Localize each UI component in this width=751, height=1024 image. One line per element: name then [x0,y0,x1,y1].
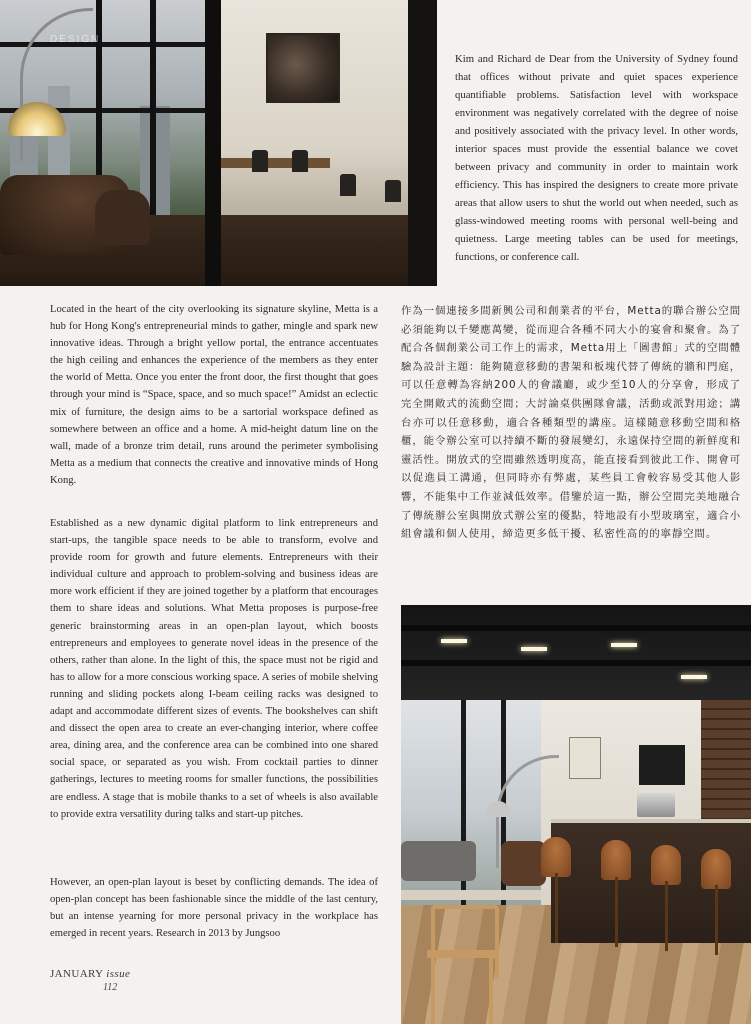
chair [385,180,401,202]
body-paragraph-1: Located in the heart of the city overlooking its signature skyline, Metta is a hub for Hong Kong's entrepreneurial minds to gather, mingle and spark new innovative ideas. Through a bright yellow portal, the entrance accentuates the high ceiling and enhances the experience of the members as they enter the world of Metta. Once you enter the front door, the first thought that goes through your mind is “Space, space, and so much space!” Amidst an eclectic mix of furniture, the design aims to be a sartorial workspace defined as somewhere between an office and a home. A mid-height datum line on the wall, made of a bronze trim detail, runs around the perimeter symbolising Metta as a medium that connects the creative and innovative minds of Hong Kong. [50,304,378,486]
body-paragraph-3: However, an open-plan layout is beset by conflicting demands. The idea of open-plan concept has been fashionable since the middle of the last century, but an intense yearning for more personal privacy in the workplace has emerged in recent years. Research in 2013 by Jungsoo [50,877,378,940]
wooden-chair-seat [427,950,497,958]
bar-stool-leg [715,885,718,955]
wall-screen [639,745,685,785]
bar-stool-leg [555,873,558,943]
window-frame [150,0,156,215]
wooden-chair-leg [431,958,435,1024]
issue-month: JANUARY [50,968,104,980]
coffee-machine [637,793,675,817]
leather-armchair [501,841,546,886]
ceiling-beam [401,625,751,631]
bar-stool [701,849,731,889]
wooden-chair-leg [489,958,493,1024]
issue-label [50,968,130,980]
ceiling-light [521,647,547,651]
ceiling-light [681,675,707,679]
ceiling-beam [401,660,751,666]
dining-table [401,890,541,900]
pillar [205,0,221,286]
ceiling-light [441,639,467,643]
issue-word: issue [106,968,131,980]
meeting-table [215,158,330,168]
wall-artwork [266,33,340,103]
bar-stool [601,840,631,880]
bar-stool-leg [665,881,668,951]
ceiling [401,605,751,700]
chair [340,174,356,196]
ceiling-light [611,643,637,647]
bottom-interior-photo [401,605,751,1024]
wall-poster [569,737,601,779]
pillar [408,0,437,286]
chinese-paragraph: 作為一個連接多間新興公司和創業者的平台，Metta的聯合辦公空間必須能夠以千變應萬變，從而迎合各種不同大小的宴會和聚會。為了配合各個創業公司工作上的需求，Metta用上「圖書館」式的空間體驗為設計主題：能夠隨意移動的書架和板塊代替了傳統的牆和門庭，可以任意轉為容納200人的會議廳，或少至10人的分享會，形成了完全開敞式的流動空間；大討論桌供團隊會議，活動或派對用途；講台亦可以任意移動，適合各種類型的講座。這樣隨意移動空間和格櫃，能令辦公室可以持續不斷的發展變幻，永遠保持空間的新鮮度和靈活性。開放式的空間雖然透明度高，能直接看到彼此工作、開會可以促進員工溝通，但同時亦有弊處，某些員工會較容易受其他人影響，不能集中工作並減低效率。借鑒於這一點，辦公空間完美地融合了傳統辦公室與開放式辦公室的優點，特地設有小型玻璃室，適合小組會議和個人使用，締造更多低干擾、私密性高的的寧靜空間。 [401,305,741,541]
chair [252,150,268,172]
grey-sofa [401,841,476,881]
page-number: 112 [103,982,118,993]
body-paragraph-2: Established as a new dynamic digital platform to link entrepreneurs and start-ups, the tangible space needs to be able to transform, evolve and provide room for growth and future elements. Entrepreneurs with their individual culture and approach to problem-solving and business ideas are more work efficient if they are joined together by a platform that encourages them to share ideas and solutions. What Metta proposes is purpose-free generic brainstorming areas in an open-plan layout, which boosts entrepreneurs and employees to generate novel ideas in the presence of the others, rather than alone. In the light of this, the space must not be rigid and has to allow for a more conscious working space. A series of mobile shelving running and sliding pockets along I-beam ceiling racks was designed to adapt and accommodate different sizes of events. The bookshelves can shift and dissect the open area to create an ever-changing interior, where coffee area, dining area, and the conference area can be combined into one shared social space, or separated as you wish. From cocktail parties to dinner gatherings, lectures to meeting rooms for smaller functions, the possibilities are endless. A stage that is mobile thanks to a set of wheels is also available to provide extra versatility during talks and start-up pitches. [50,518,378,820]
leather-sofa-arm [95,190,150,245]
top-interior-photo [0,0,437,286]
bar-stool [541,837,571,877]
chair [292,150,308,172]
bar-stool [651,845,681,885]
intro-paragraph: Kim and Richard de Dear from the University of Sydney found that offices without private and quiet spaces experience quantifiable problems. Satisfaction level with workspace environment was negatively correlated with the degree of noise and positively associated with the privacy level. In other words, interior spaces must provide the essential balance we covet between privacy and community in order to maintain work efficiency. This has inspired the designers to create more private areas that allow users to shut the world out when needed, such as glass-windowed meeting rooms with personal well-being and quietness. Large meeting tables can be used for meetings, functions, or conference call. [455,53,738,263]
section-label: DESIGN [50,34,101,45]
bar-stool-leg [615,877,618,947]
